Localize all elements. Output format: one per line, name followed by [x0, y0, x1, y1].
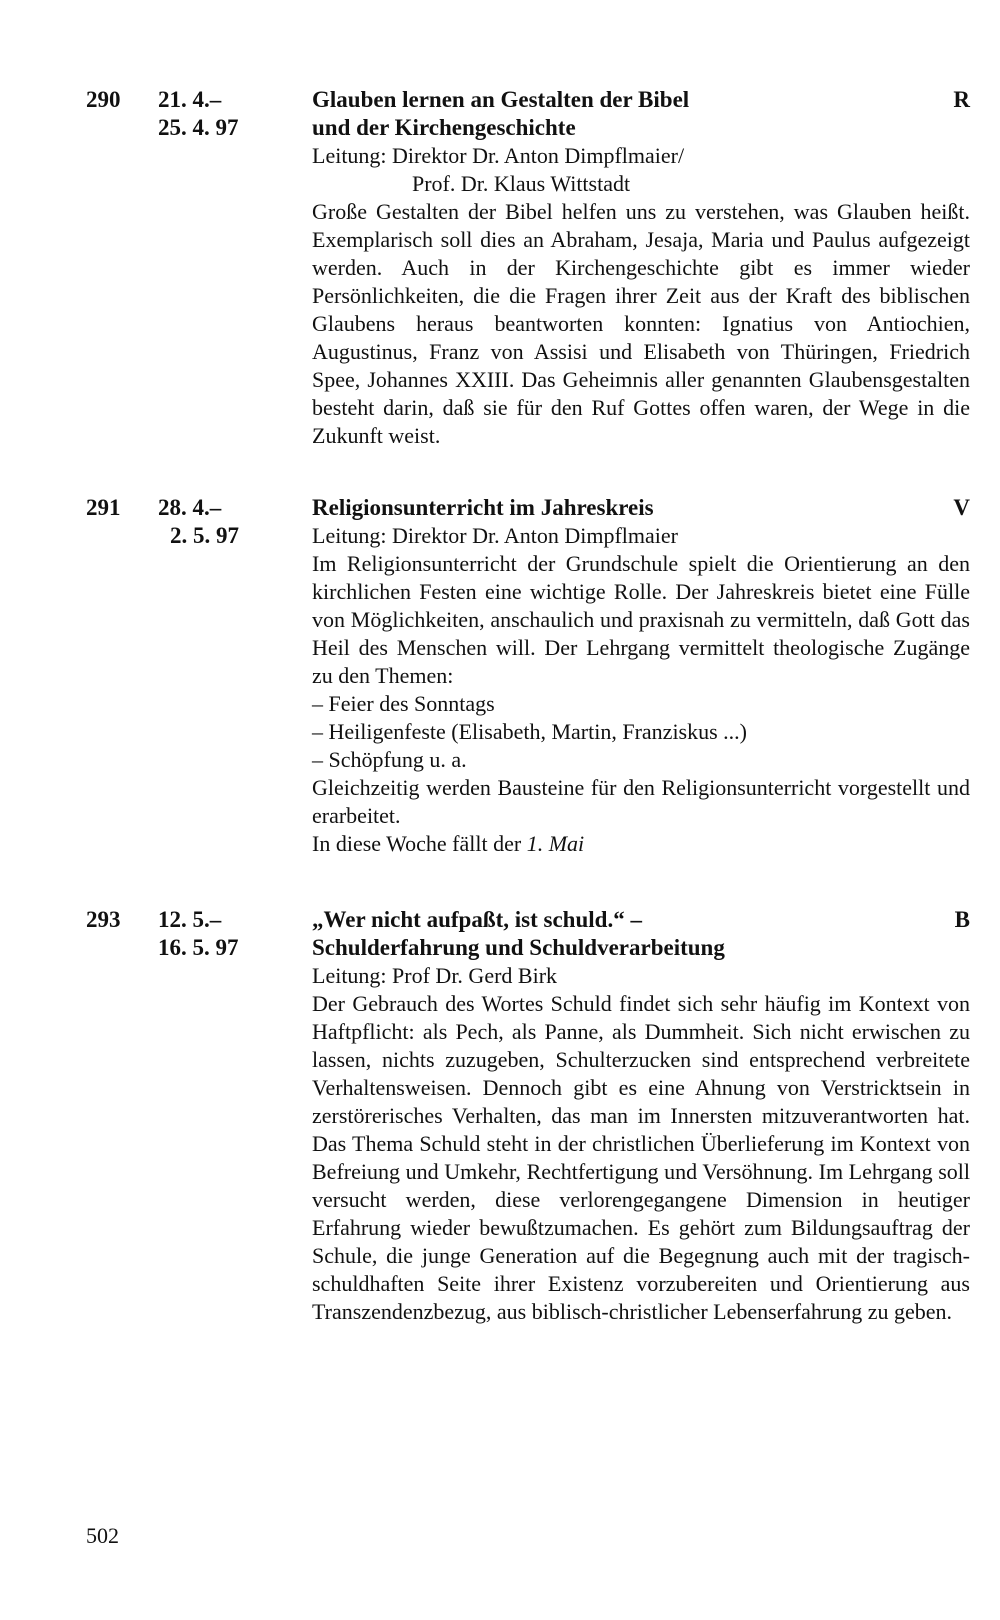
- note-emphasis: 1. Mai: [526, 831, 585, 856]
- course-number: 291: [86, 495, 121, 520]
- topic-list-item: – Schöpfung u. a.: [312, 747, 467, 772]
- course-leader: [312, 142, 970, 198]
- date-start: 21. 4.–: [158, 87, 222, 112]
- course-description: Der Gebrauch des Wortes Schuld findet sich sehr häufig im Kontext von Haftpflicht: als Pech, als Panne, als Dummheit. Sich nicht erwischen zu lassen, nichts zuzugeben, Schulterzucken sind entsprechend verbreitete Verhaltensweisen. Dennoch gibt es eine Ahnung von Verstricktsein in zerstörerisches Verhalten, das man im Innersten mitzuverantworten hat. Das Thema Schuld steht in der christlichen Überlieferung im Kontext von Befreiung und Umkehr, Rechtfertigung und Versöhnung. Im Lehrgang soll versucht werden, diese verlorengegangene Dimension in heutiger Erfahrung wieder bewußtzumachen. Es gehört zum Bildungsauftrag der Schule, die junge Generation auf die Begegnung auch mit der tragisch-schuldhaften Seite ihrer Existenz vorzubereiten und Orientierung aus Transzendenzbezug, aus biblisch-christlicher Lebenserfahrung zu geben.: [312, 991, 970, 1324]
- course-body: [312, 906, 970, 1326]
- course-description: Große Gestalten der Bibel helfen uns zu verstehen, was Glauben heißt. Exemplarisch soll dies an Abraham, Jesaja, Maria und Paulus aufgezeigt werden. Auch in der Kirchengeschichte gibt es immer wieder Persönlichkeiten, die die Fragen ihrer Zeit aus der Kraft des biblischen Glaubens heraus beantworten konnten: Ignatius von Antiochien, Augustinus, Franz von Assisi und Elisabeth von Thüringen, Friedrich Spee, Johannes XXIII. Das Geheimnis aller genannten Glaubensgestalten besteht darin, daß sie für den Ruf Gottes offen waren, der Wege in die Zukunft weist.: [312, 199, 970, 448]
- course-number: 290: [86, 87, 121, 112]
- leader-line-1: Leitung: Direktor Dr. Anton Dimpflmaier/: [312, 143, 685, 168]
- page-number: 502: [86, 1523, 119, 1548]
- date-end: 2. 5. 97: [170, 523, 239, 548]
- leader-line-1: Leitung: Direktor Dr. Anton Dimpflmaier: [312, 523, 678, 548]
- course-note: [312, 830, 970, 858]
- category-code: V: [953, 495, 970, 520]
- course-leader: [312, 962, 970, 990]
- course-body: [312, 494, 970, 858]
- leader-line-2: Prof. Dr. Klaus Wittstadt: [412, 171, 631, 196]
- course-title: [312, 906, 970, 962]
- course-after-list: Gleichzeitig werden Bausteine für den Religionsunterricht vorgestellt und erarbeitet.: [312, 775, 970, 828]
- date-end: 25. 4. 97: [158, 115, 239, 140]
- course-number: 293: [86, 907, 121, 932]
- course-description: Im Religionsunterricht der Grundschule spielt die Orientierung an den kirchlichen Festen eine wichtige Rolle. Der Jahreskreis bietet eine Fülle von Möglichkeiten, anschaulich und praxisnah zu vermitteln, daß Gott das Heil des Menschen will. Der Lehrgang vermittelt theologische Zugänge zu den Themen:: [312, 551, 970, 688]
- date-start: 28. 4.–: [158, 495, 222, 520]
- topic-list-item: – Heiligenfeste (Elisabeth, Martin, Franziskus ...): [312, 719, 748, 744]
- category-code: B: [954, 907, 970, 932]
- category-code: R: [953, 87, 970, 112]
- date-end: 16. 5. 97: [158, 935, 239, 960]
- course-leader: [312, 522, 970, 550]
- title-line-2: Schulderfahrung und Schuldverarbeitung: [312, 935, 725, 960]
- title-line-1: Religionsunterricht im Jahreskreis: [312, 495, 654, 520]
- topic-list-item: – Feier des Sonntags: [312, 691, 495, 716]
- title-line-1: Glauben lernen an Gestalten der Bibel: [312, 87, 690, 112]
- title-line-2: und der Kirchengeschichte: [312, 115, 576, 140]
- note-prefix: In diese Woche fällt der: [312, 831, 527, 856]
- course-title: [312, 494, 970, 522]
- leader-line-1: Leitung: Prof Dr. Gerd Birk: [312, 963, 558, 988]
- title-line-1: „Wer nicht aufpaßt, ist schuld.“ –: [312, 907, 642, 932]
- course-body: [312, 86, 970, 450]
- date-start: 12. 5.–: [158, 907, 222, 932]
- course-title: [312, 86, 970, 142]
